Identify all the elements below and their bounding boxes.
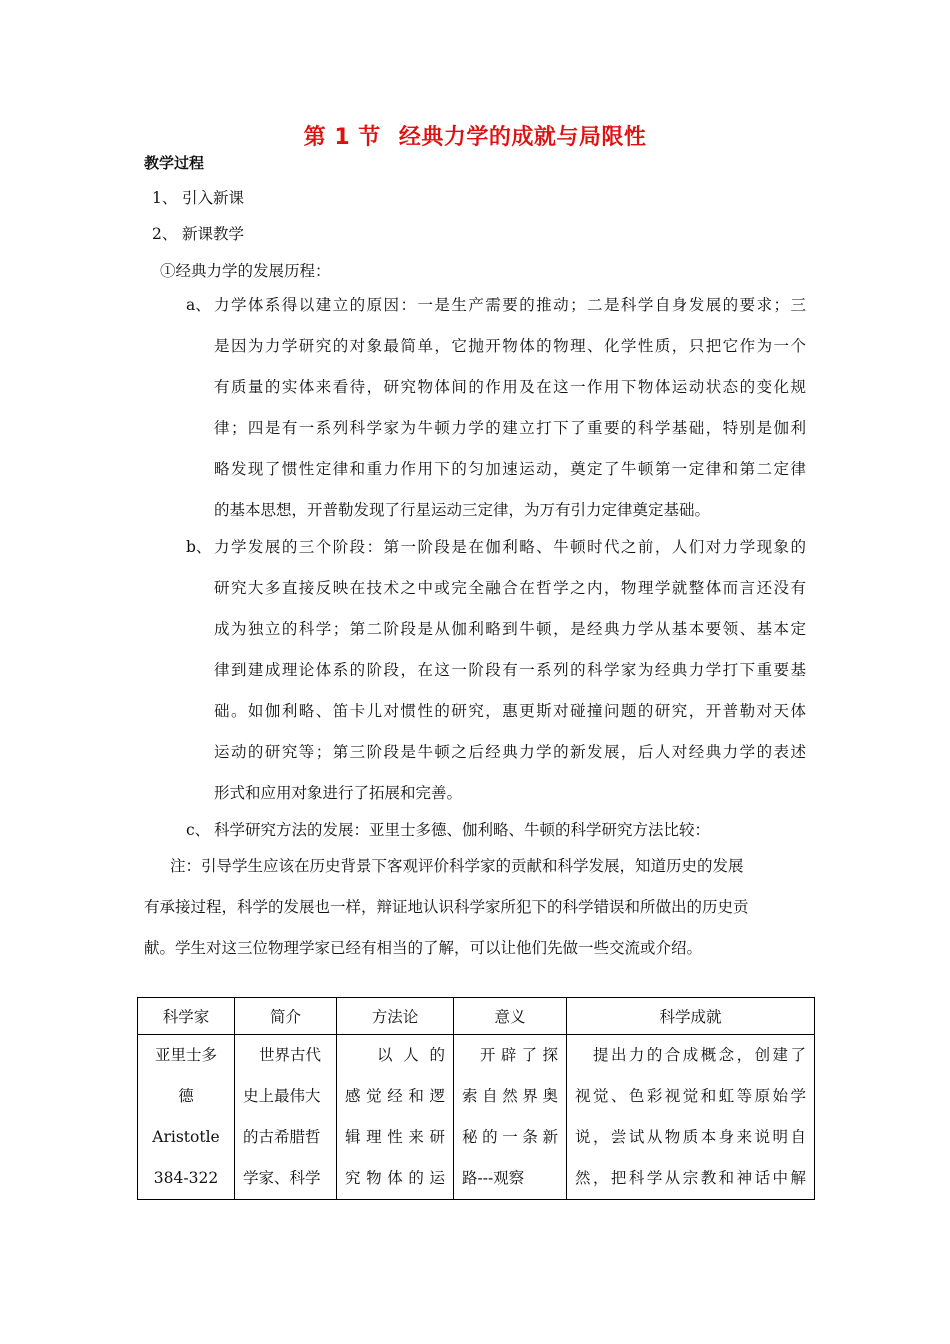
subheading: ①经典力学的发展历程： [160, 262, 331, 280]
item-line: 力学体系得以建立的原因：一是生产需要的推动；二是科学自身发展的要求；三 [214, 296, 806, 314]
cell-line: 德 [178, 1087, 194, 1105]
column-header-method: 方法论 [337, 998, 454, 1035]
table-row [138, 1035, 815, 1200]
cell-line: 辑理性来研 [345, 1128, 445, 1146]
column-header-intro: 简介 [235, 998, 337, 1035]
cell-line: 亚里士多 [154, 1046, 217, 1064]
note-line: 有承接过程，科学的发展也一样，辩证地认识科学家所犯下的科学错误和所做出的历史贡 [144, 898, 749, 916]
cell-line: Aristotle [152, 1128, 220, 1146]
item-line: 形式和应用对象进行了拓展和完善。 [214, 784, 463, 802]
cell-method [337, 1035, 454, 1200]
item-line: 的基本思想，开普勒发现了行星运动三定律，为万有引力定律奠定基础。 [214, 501, 711, 519]
step-label: 新课教学 [182, 225, 245, 243]
cell-line: 视觉、色彩视觉和虹等原始学 [575, 1087, 806, 1105]
step-label: 引入新课 [182, 189, 245, 207]
item-line: 力学发展的三个阶段：第一阶段是在伽利略、牛顿时代之前，人们对力学现象的 [214, 538, 806, 556]
item-marker: a、 [186, 296, 211, 314]
list-item-a [186, 285, 806, 531]
note-line: 献。学生对这三位物理学家已经有相当的了解，可以让他们先做一些交流或介绍。 [144, 939, 703, 957]
column-header-meaning: 意义 [454, 998, 567, 1035]
section-heading: 教学过程 [144, 154, 205, 172]
cell-meaning [454, 1035, 567, 1200]
cell-scientist [138, 1035, 235, 1200]
teacher-note [144, 846, 806, 969]
cell-line: 学家、科学 [243, 1169, 321, 1187]
cell-achievement [567, 1035, 815, 1200]
item-line: 研究大多直接反映在技术之中或完全融合在哲学之内，物理学就整体而言还没有 [214, 579, 806, 597]
cell-line: 索自然界奥 [462, 1087, 558, 1105]
cell-line: 秘的一条新 [462, 1128, 558, 1146]
list-item-c [186, 810, 806, 851]
item-line: 略发现了惯性定律和重力作用下的匀加速运动，奠定了牛顿第一定律和第二定律 [214, 460, 806, 478]
cell-line: 路---观察 [462, 1169, 525, 1187]
item-line: 运动的研究等；第三阶段是牛顿之后经典力学的新发展，后人对经典力学的表述 [214, 743, 806, 761]
cell-line: 以 人 的 [377, 1046, 445, 1064]
table-header-row [138, 998, 815, 1035]
column-header-achievement: 科学成就 [567, 998, 815, 1035]
cell-intro [235, 1035, 337, 1200]
item-line: 础。如伽利略、笛卡儿对惯性的研究，惠更斯对碰撞问题的研究，开普勒对天体 [214, 702, 806, 720]
cell-line: 究物体的运 [345, 1169, 445, 1187]
page-title [0, 120, 950, 151]
cell-line: 说，尝试从物质本身来说明自 [575, 1128, 806, 1146]
cell-line: 384-322 [153, 1169, 219, 1187]
note-text: 注：引导学生应该在历史背景下客观评价科学家的贡献和科学发展，知道历史的发展 [170, 857, 744, 875]
step-intro [152, 186, 244, 208]
cell-line: 的古希腊哲 [243, 1128, 321, 1146]
item-line: 律；四是有一系列科学家为牛顿力学的建立打下了重要的科学基础，特别是伽利 [214, 419, 806, 437]
cell-line: 开辟了探 [480, 1046, 558, 1064]
note-line [144, 846, 806, 887]
item-line: 成为独立的科学；第二阶段是从伽利略到牛顿，是经典力学从基本要领、基本定 [214, 620, 806, 638]
item-line: 律到建成理论体系的阶段，在这一阶段有一系列的科学家为经典力学打下重要基 [214, 661, 806, 679]
step-number: 2、 [152, 225, 178, 243]
cell-line: 史上最伟大 [243, 1087, 321, 1105]
cell-line: 然，把科学从宗教和神话中解 [575, 1169, 806, 1187]
cell-line: 世界古代 [259, 1046, 322, 1064]
step-teaching [152, 222, 244, 244]
title-text: 经典力学的成就与局限性 [398, 125, 647, 150]
item-marker: b、 [186, 538, 212, 556]
title-section-number: 第 1 节 [303, 125, 381, 150]
item-line: 是因为力学研究的对象最简单，它抛开物体的物理、化学性质，只把它作为一个 [214, 337, 806, 355]
list-item-b [186, 527, 806, 814]
scientist-comparison-table [137, 997, 815, 1200]
item-line: 有质量的实体来看待，研究物体间的作用及在这一作用下物体运动状态的变化规 [214, 378, 806, 396]
step-number: 1、 [152, 189, 178, 207]
item-marker: c、 [186, 821, 211, 839]
column-header-scientist: 科学家 [138, 998, 235, 1035]
cell-line: 感觉经和逻 [345, 1087, 445, 1105]
item-line: 科学研究方法的发展：亚里士多德、伽利略、牛顿的科学研究方法比较： [214, 821, 711, 839]
cell-line: 提出力的合成概念，创建了 [593, 1046, 806, 1064]
